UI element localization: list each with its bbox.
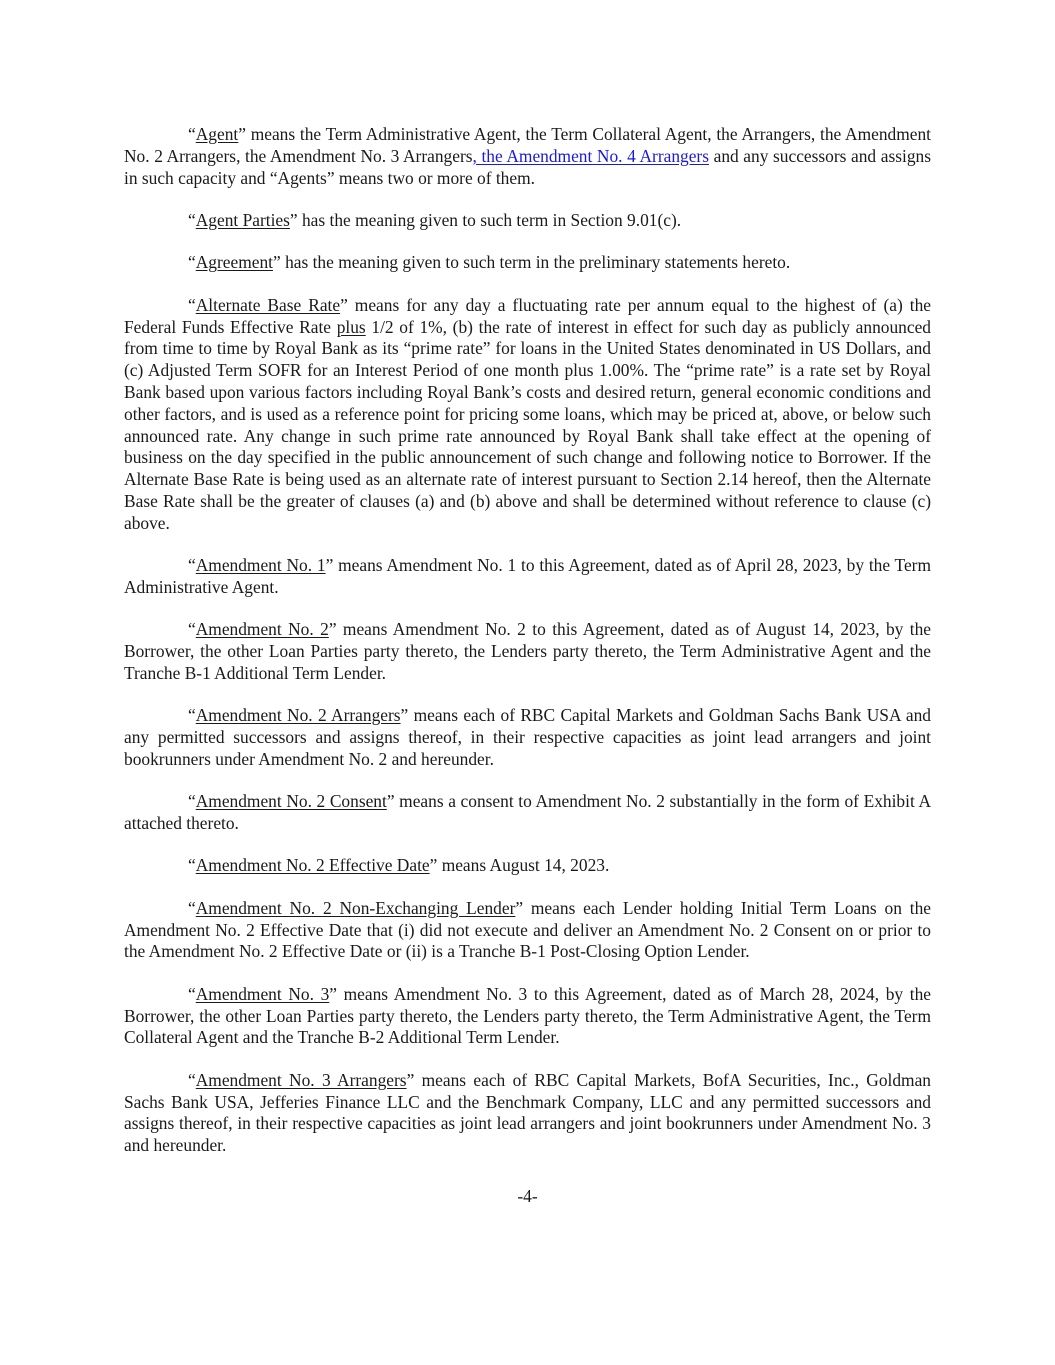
- definition-text: 1/2 of 1%, (b) the rate of interest in effect for such day as publicly announced from time to time by Royal Bank as its “prime rate” for loans in the United States denominated in US Dollars, and (c) Adjusted Term SOFR for an Interest Period of one month plus 1.00%. The “prime rate” is a rate set by Royal Bank based upon various factors including Royal Bank’s costs and desired return, general economic conditions and other factors, and is used as a reference point for pricing some loans, which may be priced at, above, or below such announced rate. Any change in such prime rate announced by Royal Bank shall take effect at the opening of business on the day specified in the public announcement of such change and following notice to Borrower. If the Alternate Base Rate is being used as an alternate rate of interest pursuant to Section 2.14 hereof, then the Alternate Base Rate shall be the greater of clauses (a) and (b) above and shall be determined without reference to clause (c) above.: [124, 316, 931, 533]
- definition-text: ” has the meaning given to such term in Section 9.01(c).: [289, 209, 682, 230]
- definition-text: ” means each of RBC Capital Markets, BofA Securities, Inc., Goldman Sachs Bank USA, Jefferies Finance LLC and the Benchmark Company, LLC and any permitted successors and assigns thereof, in their respective capacities as joint lead arrangers and joint bookrunners under Amendment No. 3 and hereunder.: [124, 1069, 931, 1156]
- defined-term: Amendment No. 2: [195, 619, 329, 640]
- definition-text: ” means a consent to Amendment No. 2 substantially in the form of Exhibit A attached thereto.: [124, 791, 932, 834]
- defined-term: Amendment No. 2 Consent: [195, 791, 387, 812]
- amendment-no-4-arrangers-link[interactable]: , the Amendment No. 4 Arrangers: [472, 145, 709, 166]
- definition-text: ” means the Term Administrative Agent, the Term Collateral Agent, the Arrangers, the Amendment No. 2 Arrangers, the Amendment No. 3 Arrangers: [124, 124, 931, 166]
- definition-text: ” means for any day a fluctuating rate per annum equal to the highest of (a) the Federal Funds Effective Rate: [124, 294, 931, 337]
- definition-amendment-no-3: “Amendment No. 3” means Amendment No. 3 to this Agreement, dated as of March 28, 2024, by the Borrower, the other Loan Parties party thereto, the Lenders party thereto, the Term Administrative Agent, the Term Collateral Agent and the Tranche B-2 Additional Term Lender.: [124, 983, 931, 1048]
- definition-amendment-no-2-effective-date: “Amendment No. 2 Effective Date” means August 14, 2023.: [188, 855, 610, 876]
- defined-term: Amendment No. 2 Arrangers: [195, 705, 401, 726]
- definition-text: ” means August 14, 2023.: [429, 855, 610, 876]
- defined-term: Amendment No. 2 Effective Date: [195, 855, 430, 876]
- defined-term: Agreement: [195, 252, 273, 273]
- defined-term: Amendment No. 3: [195, 983, 330, 1004]
- defined-term: Alternate Base Rate: [195, 294, 341, 315]
- definition-amendment-no-1: “Amendment No. 1” means Amendment No. 1 to this Agreement, dated as of April 28, 2023, by the Term Administrative Agent.: [124, 555, 932, 597]
- definition-text: and any successors and assigns in such capacity and “Agents” means two or more of them.: [124, 145, 931, 188]
- definition-alternate-base-rate: “Alternate Base Rate” means for any day a fluctuating rate per annum equal to the highest of (a) the Federal Funds Effective Rate plus 1/2 of 1%, (b) the rate of interest in effect for such day as publicly announced from time to time by Royal Bank as its “prime rate” for loans in the United States denominated in US Dollars, and (c) Adjusted Term SOFR for an Interest Period of one month plus 1.00%. The “prime rate” is a rate set by Royal Bank based upon various factors including Royal Bank’s costs and desired return, general economic conditions and other factors, and is used as a reference point for pricing some loans, which may be priced at, above, or below such announced rate. Any change in such prime rate announced by Royal Bank shall take effect at the opening of business on the day specified in the public announcement of such change and following notice to Borrower. If the Alternate Base Rate is being used as an alternate rate of interest pursuant to Section 2.14 hereof, then the Alternate Base Rate shall be the greater of clauses (a) and (b) above and shall be determined without reference to clause (c) above.: [124, 294, 931, 533]
- definition-text: ” means Amendment No. 3 to this Agreement, dated as of March 28, 2024, by the Borrower, the other Loan Parties party thereto, the Lenders party thereto, the Term Administrative Agent, the Term Collateral Agent and the Tranche B-2 Additional Term Lender.: [124, 983, 931, 1048]
- defined-term: Amendment No. 1: [195, 555, 326, 576]
- definition-amendment-no-2-arrangers: “Amendment No. 2 Arrangers” means each of RBC Capital Markets and Goldman Sachs Bank USA and any permitted successors and assigns thereof, in their respective capacities as joint lead arrangers and joint bookrunners under Amendment No. 2 and hereunder.: [124, 705, 931, 769]
- definition-amendment-no-2-non-exchanging-lender: “Amendment No. 2 Non-Exchanging Lender” means each Lender holding Initial Term Loans on the Amendment No. 2 Effective Date that (i) did not execute and deliver an Amendment No. 2 Consent on or prior to the Amendment No. 2 Effective Date or (ii) is a Tranche B-1 Post-Closing Option Lender.: [124, 897, 931, 962]
- definition-amendment-no-2: “Amendment No. 2” means Amendment No. 2 to this Agreement, dated as of August 14, 2023, by the Borrower, the other Loan Parties party thereto, the Lenders party thereto, the Term Administrative Agent and the Tranche B-1 Additional Term Lender.: [124, 619, 931, 683]
- definitions-section: [124, 124, 931, 1178]
- definition-text: ” has the meaning given to such term in the preliminary statements hereto.: [273, 252, 791, 273]
- definition-text: ” means Amendment No. 1 to this Agreement, dated as of April 28, 2023, by the Term Administrative Agent.: [124, 555, 932, 597]
- page-number: -4-: [517, 1186, 538, 1206]
- plus-term: plus: [336, 316, 366, 337]
- definition-agreement: “Agreement” has the meaning given to such term in the preliminary statements hereto.: [188, 252, 791, 273]
- defined-term: Agent: [195, 124, 239, 144]
- definition-text: ” means Amendment No. 2 to this Agreement, dated as of August 14, 2023, by the Borrower, the other Loan Parties party thereto, the Lenders party thereto, the Term Administrative Agent and the Tranche B-1 Additional Term Lender.: [124, 619, 931, 683]
- definition-text: ” means each of RBC Capital Markets and Goldman Sachs Bank USA and any permitted successors and assigns thereof, in their respective capacities as joint lead arrangers and joint bookrunners under Amendment No. 2 and hereunder.: [124, 705, 931, 769]
- defined-term: Agent Parties: [195, 209, 290, 230]
- definition-agent-parties: “Agent Parties” has the meaning given to such term in Section 9.01(c).: [188, 209, 682, 230]
- definition-agent: “Agent” means the Term Administrative Agent, the Term Collateral Agent, the Arrangers, the Amendment No. 2 Arrangers, the Amendment No. 3 Arrangers, the Amendment No. 4 Arrangers and any successors and assigns in such capacity and “Agents” means two or more of them.: [124, 124, 931, 188]
- definition-amendment-no-2-consent: “Amendment No. 2 Consent” means a consent to Amendment No. 2 substantially in the form of Exhibit A attached thereto.: [124, 791, 932, 834]
- definition-amendment-no-3-arrangers: “Amendment No. 3 Arrangers” means each of RBC Capital Markets, BofA Securities, Inc., Goldman Sachs Bank USA, Jefferies Finance LLC and the Benchmark Company, LLC and any permitted successors and assigns thereof, in their respective capacities as joint lead arrangers and joint bookrunners under Amendment No. 3 and hereunder.: [124, 1069, 931, 1156]
- definition-text: ” means each Lender holding Initial Term Loans on the Amendment No. 2 Effective Date that (i) did not execute and deliver an Amendment No. 2 Consent on or prior to the Amendment No. 2 Effective Date or (ii) is a Tranche B-1 Post-Closing Option Lender.: [124, 897, 931, 962]
- defined-term: Amendment No. 2 Non-Exchanging Lender: [195, 897, 516, 918]
- defined-term: Amendment No. 3 Arrangers: [195, 1069, 407, 1090]
